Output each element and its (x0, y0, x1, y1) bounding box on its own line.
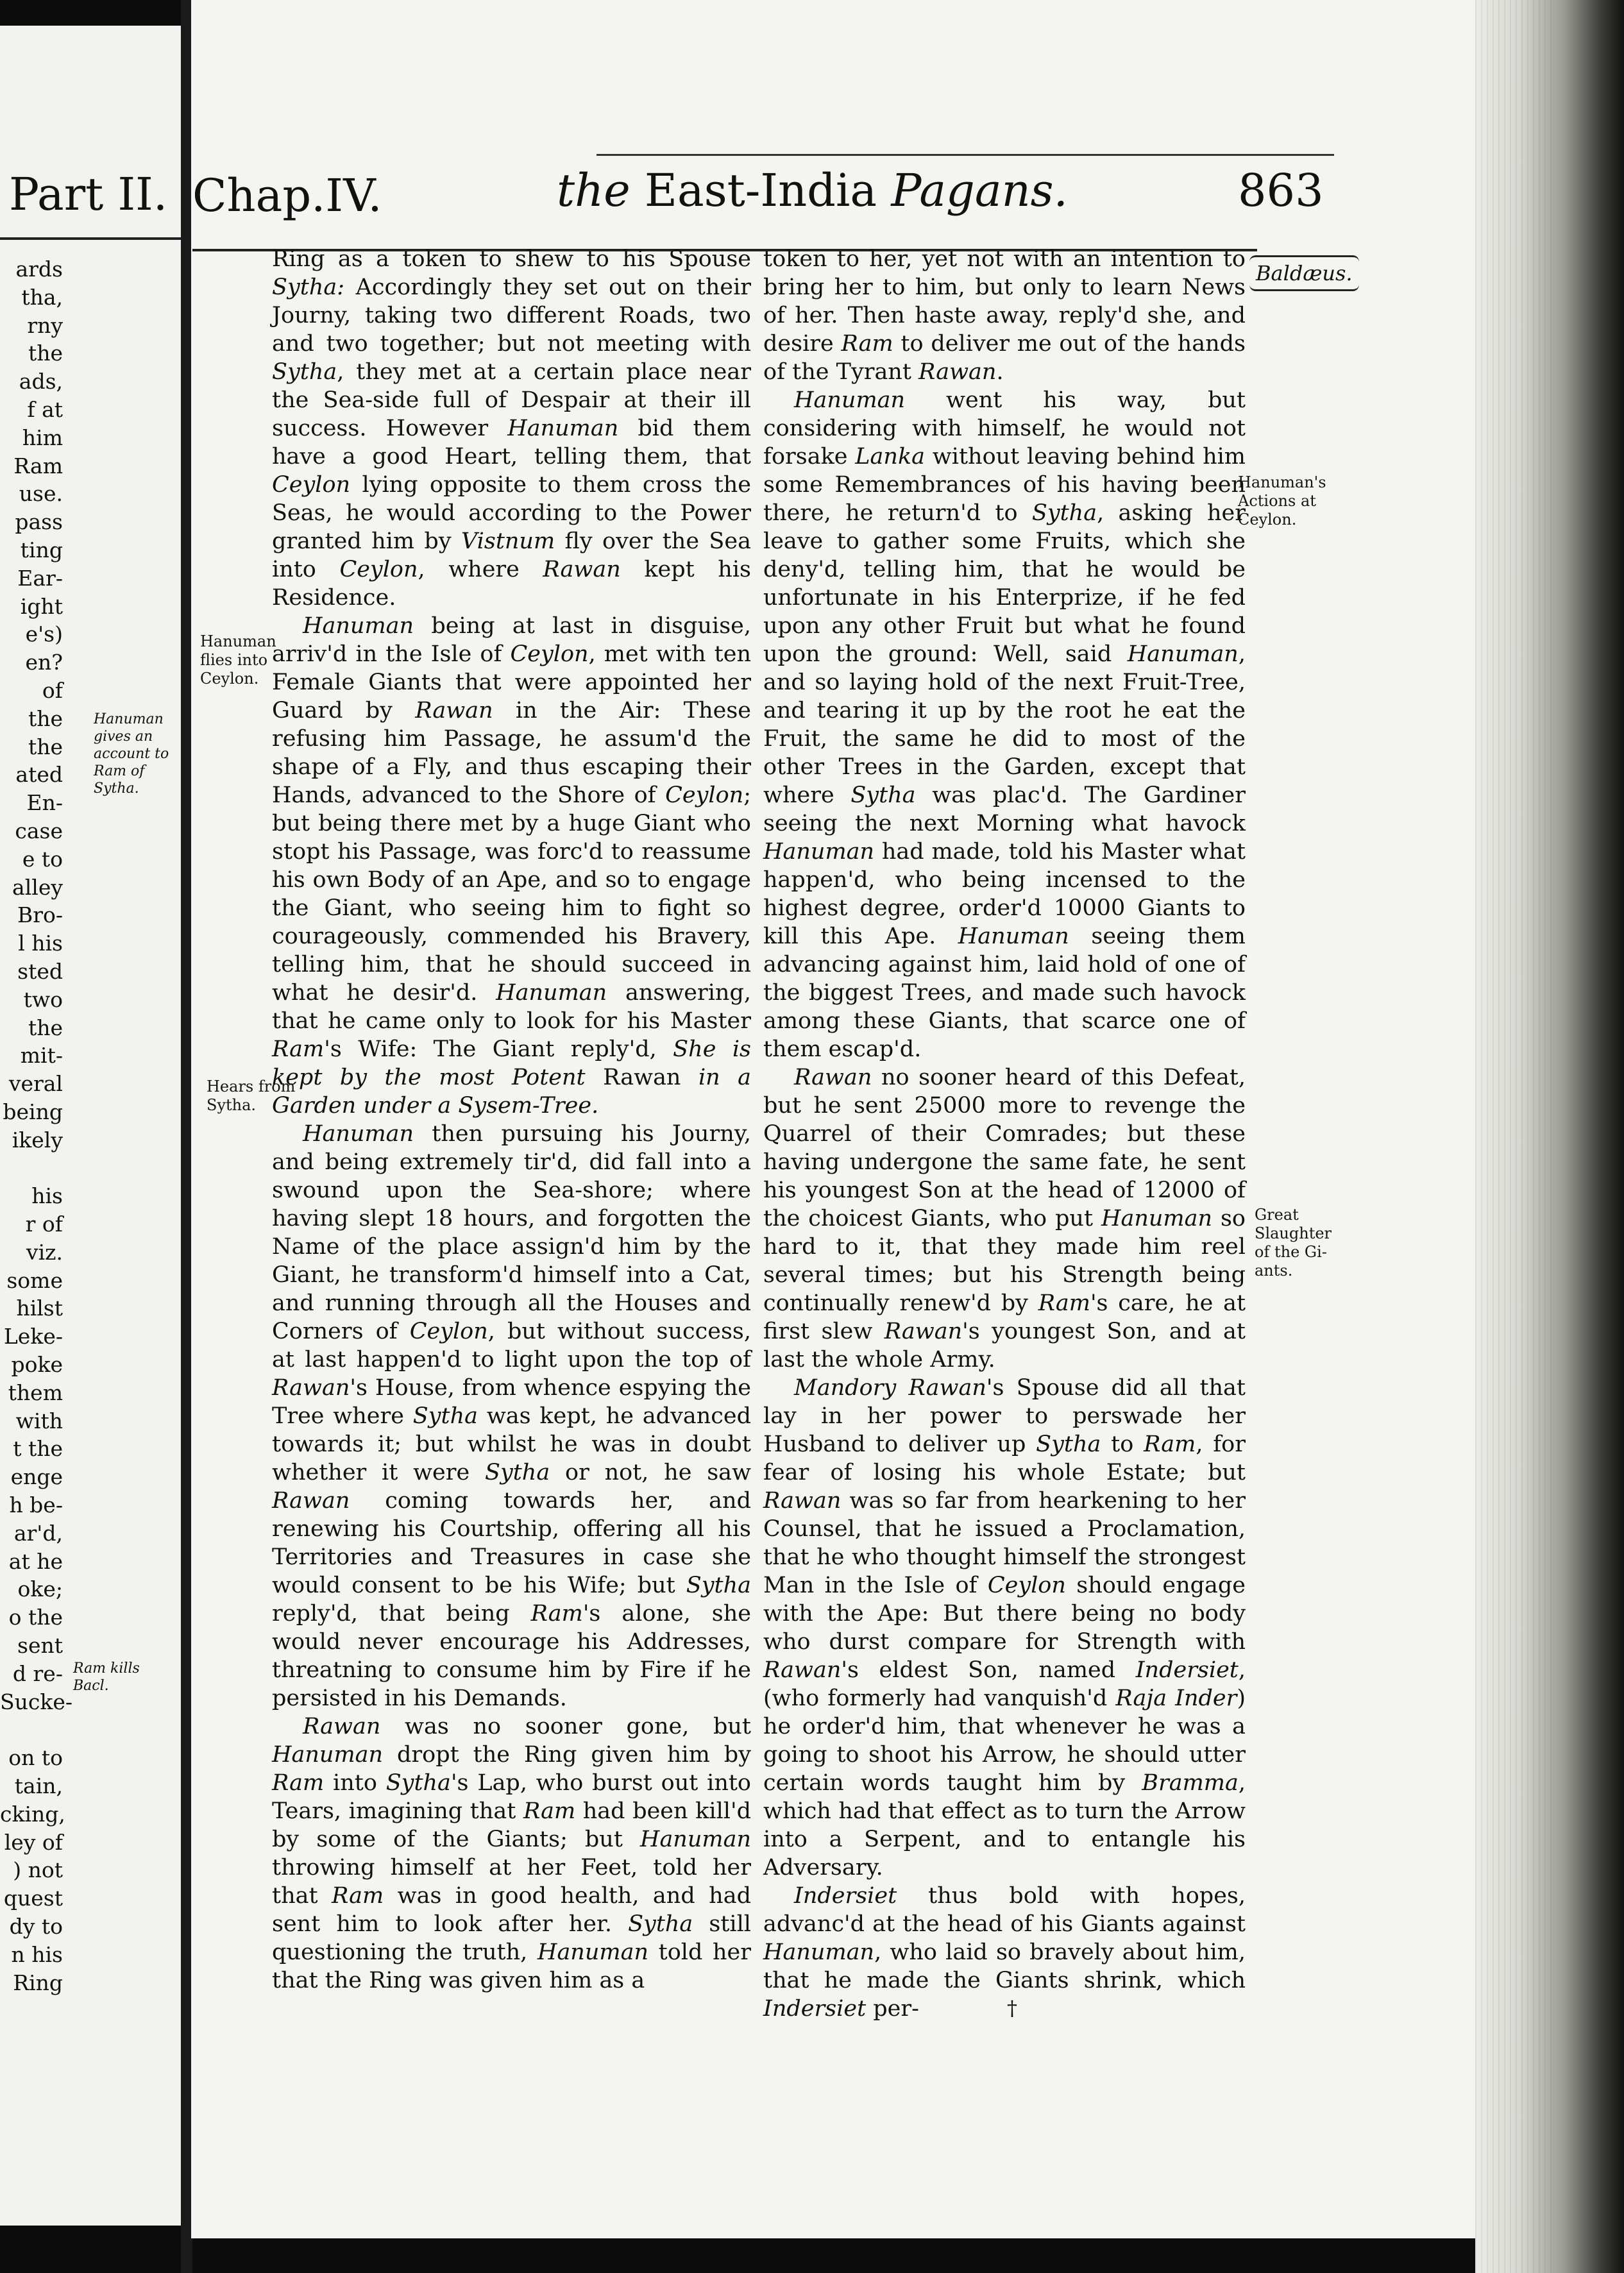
italic-run: Raja Inder (1115, 1686, 1237, 1711)
italic-run: She is kept by the most Potent (272, 1036, 751, 1090)
left-line-fragment (0, 1154, 63, 1183)
header-top-rule (596, 154, 1334, 156)
left-line-fragment: t the (13, 1436, 63, 1462)
italic-run: Ram (1144, 1432, 1196, 1457)
left-line-fragment: some (6, 1267, 63, 1293)
left-line-fragment: two (23, 986, 63, 1012)
margin-note-line: Sytha. (94, 781, 139, 797)
left-line-fragment: the (28, 341, 63, 366)
italic-run: Rawan (794, 1065, 872, 1090)
italic-run: Sytha (484, 1460, 550, 1485)
paragraph (272, 1120, 751, 1712)
left-line-fragment: viz. (26, 1239, 63, 1265)
margin-note-hanuman-actions (1238, 473, 1326, 529)
italic-run: Hanuman (763, 1939, 875, 1965)
italic-run: Rawan (303, 1714, 381, 1739)
text-run: to (1101, 1432, 1144, 1457)
left-margin-note-ram-kills (73, 1660, 140, 1694)
left-line-fragment: Ring (13, 1970, 63, 1995)
title-east-india: East-India (630, 164, 892, 217)
left-line-fragment: Leke- (3, 1324, 63, 1349)
italic-run: in a Garden under a Sysem-Tree. (272, 1065, 752, 1119)
text-run: went his way, but considering with himself, he would not forsake (763, 387, 1246, 469)
left-line-fragment: e to (22, 846, 63, 872)
italic-run: Ceylon (409, 1319, 488, 1344)
text-run: 's care, he at first slew (763, 1290, 1246, 1344)
margin-note-baldaeus: Baldæus. (1249, 255, 1359, 291)
left-header-rule (0, 237, 181, 240)
text-run: fly over the Sea into (272, 528, 751, 582)
left-line-fragment: n his (11, 1941, 63, 1967)
italic-run: Bramma (1142, 1770, 1239, 1796)
text-run: ; but being there met by a huge Giant who stopt his Passage, was forc'd to reassume his own Body of an Ape, and so to engage the Giant, who seeing him to fight so courageously, commended his Bravery, telling him, that he should succeed in what he desir'd. (272, 782, 751, 1006)
italic-run: Hanuman (303, 1121, 414, 1147)
left-margin-note-gives-account (94, 711, 169, 797)
text-run: coming towards her, and renewing his Courtship, offering all his Territories and Treasures in case she would consent to be his Wife; but (272, 1488, 751, 1598)
left-line-fragment: alley (12, 874, 63, 900)
left-line-fragment: cking, (0, 1801, 65, 1827)
left-line-fragment: f at (27, 396, 63, 422)
text-run: token to her, yet not with an intention to bring her to him, but only to learn News of her. Then haste away, reply'd she, and desire (763, 246, 1246, 357)
paragraph (272, 1712, 751, 1995)
left-line-fragment: them (8, 1380, 63, 1405)
left-line-fragment: ads, (19, 369, 63, 394)
text-run: had made, told his Master what happen'd, who being incensed to the highest degree, order'd 10000 Giants to kill this Ape. (763, 839, 1246, 949)
left-line-fragment: Bro- (17, 902, 63, 928)
left-line-fragment: ley of (4, 1829, 63, 1855)
left-line-fragment: o the (8, 1605, 63, 1630)
italic-run: Rawan (918, 359, 997, 385)
margin-note-line: Bacl. (73, 1678, 109, 1694)
italic-run: Sytha (272, 359, 337, 385)
left-line-fragment: the (28, 734, 63, 759)
title-pagans: Pagans. (891, 164, 1068, 217)
left-line-fragment: of (42, 677, 63, 703)
left-line-fragment: oke; (17, 1576, 63, 1602)
left-line-fragment: mit- (20, 1043, 63, 1069)
italic-run: Hanuman (1101, 1206, 1213, 1231)
left-line-fragment: dy to (9, 1914, 63, 1939)
text-run: was plac'd. The Gardiner seeing the next Morning what havock (763, 782, 1246, 836)
italic-run: Hanuman (763, 839, 875, 865)
text-run: was in good health, and had sent him to look after her. (272, 1883, 751, 1937)
margin-note-line: account to (94, 746, 169, 762)
italic-run: Indersiet (1135, 1657, 1239, 1683)
text-run: , (who formerly had vanquish'd (763, 1657, 1246, 1711)
margin-note-line: gives an (94, 729, 153, 745)
italic-run: Hanuman (507, 416, 619, 441)
text-run: 's eldest Son, named (841, 1657, 1136, 1683)
left-line-fragment: l his (18, 931, 63, 956)
text-run: without leaving behind him some Remembrances of his having been there, he return'd to (763, 444, 1246, 526)
text-run: should engage with the Ape: But there being no body who durst compare for Strength with (763, 1573, 1246, 1655)
italic-run: Ceylon (339, 557, 418, 582)
text-run: , where (418, 557, 543, 582)
left-line-fragment: poke (11, 1352, 63, 1378)
text-run: Rawan (585, 1065, 698, 1090)
left-line-fragment: use. (19, 481, 63, 507)
italic-run: Hanuman (496, 980, 607, 1006)
margin-note-line: ants. (1255, 1262, 1293, 1280)
left-line-fragment: case (15, 818, 63, 843)
left-line-fragment: Ram (13, 453, 63, 478)
text-run: being at last in disguise, arriv'd in the Isle of (272, 613, 751, 667)
italic-run: Ram (272, 1770, 325, 1796)
margin-note-line: Ram of (94, 763, 145, 779)
page-edge-texture (1475, 0, 1552, 2273)
text-run: dropt the Ring given him by (383, 1742, 751, 1768)
italic-run: Rawan (763, 1488, 842, 1514)
text-run: , and so laying hold of the next Fruit-Tree, and tearing it up by the root he eat the Fruit, the same he did to most of the other Trees in the Garden, except that where (763, 641, 1246, 808)
left-line-fragment: ) not (13, 1857, 63, 1883)
left-line-fragment: his (31, 1183, 63, 1209)
margin-note-line: Ceylon. (200, 670, 259, 688)
left-line-fragment: h be- (9, 1492, 63, 1518)
text-run: , for fear of losing his whole Estate; but (763, 1432, 1246, 1485)
left-line-fragment: En- (26, 790, 63, 816)
text-run: 's Lap, who burst out into Tears, imagining that (272, 1770, 751, 1824)
left-line-fragment: tha, (21, 284, 63, 310)
margin-note-line: Hanuman's (1238, 473, 1326, 491)
italic-run: Hanuman (537, 1939, 648, 1965)
italic-run: Ram (523, 1798, 576, 1824)
text-run: Accordingly they set out on their Journy, taking two different Roads, two and two together; but not meeting with (272, 275, 751, 357)
left-line-fragment: him (22, 425, 63, 450)
paragraph (763, 1374, 1246, 1882)
text-run: had been kill'd by some of the Giants; but (272, 1798, 751, 1852)
margin-note-line: Slaughter (1255, 1224, 1332, 1242)
text-run: answering, that he came only to look for his Master (272, 980, 751, 1034)
italic-run: Hanuman (303, 613, 414, 639)
text-run: 's House, from whence espying the Tree where (272, 1375, 751, 1429)
text-run: throwing himself at her Feet, told her that (272, 1855, 751, 1909)
italic-run: Vistnum (461, 528, 555, 554)
italic-run: Ram (272, 1036, 325, 1062)
italic-run: Ceylon (665, 782, 744, 808)
text-run: bid them have a good Heart, telling them, that (272, 416, 752, 469)
text-run: lying opposite to them cross the Seas, he would according to the Power granted him by (272, 472, 751, 554)
italic-run: Rawan (415, 698, 493, 723)
italic-run: Sytha (412, 1403, 478, 1429)
text-run: was kept, he advanced towards it; but whilst he was in doubt whether it were (272, 1403, 751, 1485)
text-run: in the Air: These refusing him Passage, he assum'd the shape of a Fly, and thus escaping their Hands, advanced to the Shore of (272, 698, 751, 808)
italic-run: Ram (1038, 1290, 1090, 1316)
signature-mark: † (1007, 1996, 1017, 2020)
text-run: 's alone, she would never encourage his Addresses, threatning to consume him by Fire if he persisted in his Demands. (272, 1601, 752, 1711)
margin-note-line: Great (1255, 1206, 1299, 1224)
margin-note-line: Sytha. (207, 1096, 257, 1114)
title-the: the (557, 164, 630, 217)
paragraph (763, 386, 1246, 1063)
text-run: , which had that effect as to turn the Arrow into a Serpent, and to entangle his Adversary. (763, 1770, 1246, 1880)
left-line-fragment: veral (8, 1071, 63, 1097)
italic-run: Indersiet (763, 1996, 867, 2022)
text-run: 's Wife: The Giant reply'd, (324, 1036, 673, 1062)
italic-run: Sytha (850, 782, 916, 808)
paragraph (272, 612, 751, 1120)
text-run: , asking her leave to gather some Fruits, which she deny'd, telling him, that he would be unfortunate in his Enterprize, if he fed upon any other Fruit but what he found upon the ground: Well, said (763, 500, 1246, 667)
italic-run: Rawan (763, 1657, 842, 1683)
left-line-fragment: Sucke- (0, 1689, 73, 1714)
chapter-label: Chap.IV. (192, 169, 382, 222)
margin-note-line: Ram kills (73, 1660, 140, 1677)
italic-run: Ceylon (272, 472, 351, 498)
left-line-fragment: tain, (14, 1773, 63, 1799)
italic-run: Rawan (272, 1375, 350, 1401)
left-line-fragment: sent (17, 1633, 63, 1659)
italic-run: Hanuman (639, 1827, 751, 1852)
left-line-fragment: e's) (25, 621, 63, 647)
text-run: 's youngest Son, and at last the whole Army. (763, 1319, 1246, 1373)
text-run: thus bold with hopes, advanc'd at the head of his Giants against (763, 1883, 1246, 1937)
text-run: . (996, 359, 1004, 385)
left-line-fragment: Ear- (17, 565, 63, 591)
margin-note-line: of the Gi- (1255, 1243, 1327, 1261)
paragraph (763, 1882, 1246, 2023)
text-run: no sooner heard of this Defeat, but he sent 25000 more to revenge the Quarrel of their Comrades; but these having undergone the same fate, he sent his youngest Son at the head of 12000 of the choicest Giants, who put (763, 1065, 1246, 1231)
left-line-fragment: at he (8, 1548, 63, 1574)
text-run: Ring as a token to shew to his Spouse (272, 246, 751, 272)
left-line-fragment (0, 1716, 63, 1744)
left-line-fragment: quest (3, 1886, 63, 1911)
italic-run: Sytha (1031, 500, 1097, 526)
left-line-fragment: on to (8, 1745, 63, 1771)
text-run: was no sooner gone, but (380, 1714, 751, 1739)
text-run: was so far from hearkening to her Counsel, that he issued a Proclamation, that he who thought himself the strongest Man in the Isle of (763, 1488, 1246, 1598)
left-line-fragment: d re- (12, 1660, 63, 1686)
left-line-fragment: being (3, 1099, 63, 1124)
text-run: kept his Residence. (272, 557, 751, 611)
left-line-fragment: ated (15, 762, 63, 788)
left-line-fragment: pass (15, 509, 63, 535)
italic-run: Sytha (385, 1770, 451, 1796)
margin-note-great-slaughter (1255, 1206, 1332, 1280)
text-run: , met with ten Female Giants that were appointed her Guard by (272, 641, 751, 723)
margin-note-line: Hanuman (94, 711, 164, 727)
italic-run: Hanuman (272, 1742, 384, 1768)
left-line-fragment: the (28, 706, 63, 731)
italic-run: Sytha: (272, 275, 345, 300)
italic-run: Ram (530, 1601, 583, 1627)
page-number: 863 (1238, 164, 1324, 217)
margin-note-hanuman-flies (200, 632, 276, 688)
italic-run: Indersiet (794, 1883, 897, 1909)
text-column-left (272, 245, 751, 1995)
margin-note-line: Actions at (1238, 492, 1316, 510)
text-run: , but without success, at last happen'd to light upon the top of (272, 1319, 751, 1373)
left-line-fragment: ards (15, 257, 63, 282)
italic-run: Sytha (686, 1573, 751, 1598)
left-page-text-fragments (0, 255, 73, 1997)
margin-note-line: Ceylon. (1238, 511, 1297, 528)
italic-run: Ram (331, 1883, 384, 1909)
italic-run: Ram (841, 331, 893, 357)
text-run: , they met at a certain place near the Sea-side full of Despair at their ill success. However (272, 359, 751, 441)
italic-run: Hanuman (794, 387, 906, 413)
running-title (557, 164, 1068, 217)
text-run: or not, he saw (550, 1460, 751, 1485)
left-page-header: Part II. (9, 168, 168, 221)
left-line-fragment: ar'd, (13, 1520, 63, 1546)
left-line-fragment: rny (27, 312, 63, 338)
left-line-fragment: ikely (12, 1127, 63, 1153)
italic-run: Mandory Rawan (794, 1375, 986, 1401)
italic-run: Sytha (1036, 1432, 1101, 1457)
margin-note-line: flies into (200, 651, 268, 669)
text-run: per- (866, 1996, 919, 2022)
text-run: , who laid so bravely about him, that he made the Giants shrink, which (763, 1939, 1246, 1993)
text-run: so hard to it, that they made him reel several times; but his Strength being continually renew'd by (763, 1206, 1246, 1316)
left-line-fragment: with (15, 1408, 63, 1433)
text-run: into (324, 1770, 386, 1796)
text-run: to deliver me out of the hands of the Tyrant (763, 331, 1246, 385)
left-line-fragment: enge (10, 1464, 63, 1490)
text-run: reply'd, that being (272, 1601, 531, 1627)
left-line-fragment: ight (20, 593, 63, 619)
italic-run: Rawan (272, 1488, 350, 1514)
italic-run: Hanuman (1127, 641, 1239, 667)
paragraph (763, 245, 1246, 386)
left-line-fragment: r of (25, 1212, 63, 1237)
left-line-fragment: en? (25, 650, 63, 675)
margin-note-line: Hanuman (200, 632, 276, 650)
italic-run: Sytha (628, 1911, 693, 1937)
margin-note-line: Hears from (207, 1077, 296, 1095)
text-run: then pursuing his Journy, and being extremely tir'd, did fall into a swound upon the Sea-shore; where having slept 18 hours, and forgotten the Name of the place assign'd him by the Giant, he transform'd himself into a Cat, and running through all the Houses and Corners of (272, 1121, 751, 1344)
text-run: still questioning the truth, (272, 1911, 751, 1965)
italic-run: Ceylon (510, 641, 589, 667)
italic-run: Ceylon (987, 1573, 1066, 1598)
paragraph (272, 245, 751, 612)
left-line-fragment: hilst (16, 1296, 63, 1321)
left-line-fragment: sted (17, 958, 63, 984)
text-run: seeing them advancing against him, laid hold of one of the biggest Trees, and made such havock among these Giants, that scarce one of them escap'd. (763, 924, 1246, 1062)
text-column-right (763, 245, 1246, 2023)
left-line-fragment: ting (20, 537, 63, 562)
paragraph (763, 1063, 1246, 1374)
text-run: told her that the Ring was given him as a (272, 1939, 751, 1993)
italic-run: Rawan (543, 557, 621, 582)
italic-run: Rawan (884, 1319, 963, 1344)
text-run: ) he order'd him, that whenever he was a going to shoot his Arrow, he should utter certain words taught him by (763, 1686, 1246, 1796)
italic-run: Lanka (855, 444, 926, 469)
italic-run: Hanuman (958, 924, 1069, 949)
left-line-fragment: the (28, 1015, 63, 1040)
text-run: 's Spouse did all that lay in her power to perswade her Husband to deliver up (763, 1375, 1246, 1457)
